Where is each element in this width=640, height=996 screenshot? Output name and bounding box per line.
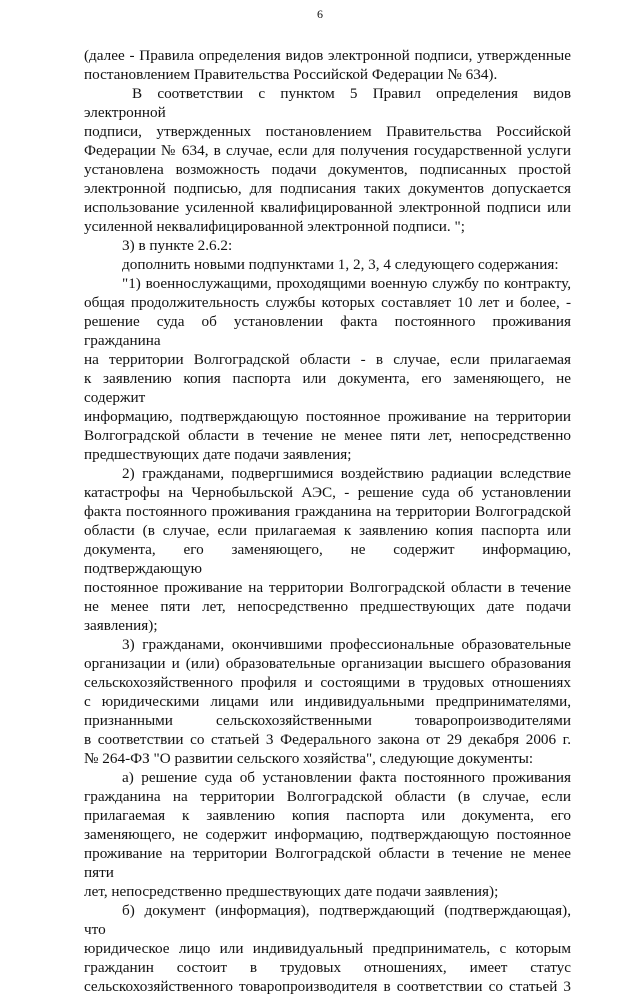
text-line: общая продолжительность службы которых составляет 10 лет и более, - — [84, 294, 571, 311]
text-line: проживание на территории Волгоградской области в течение не менее пяти — [84, 845, 571, 881]
text-line: документа, его заменяющего, не содержит информацию, подтверждающую — [84, 541, 571, 577]
text-line: сельскохозяйственного профиля и состоящими в трудовых отношениях — [84, 674, 571, 691]
text-line: Волгоградской области в течение не менее пяти лет, непосредственно — [84, 427, 571, 444]
text-line: прилагаемая к заявлению копия паспорта или документа, его — [84, 807, 571, 824]
text-line: б) документ (информация), подтверждающий (подтверждающая), что — [84, 902, 571, 938]
text-line: В соответствии с пунктом 5 Правил определения видов электронной — [84, 85, 571, 121]
text-line: не менее пяти лет, непосредственно предшествующих дате подачи — [84, 598, 571, 615]
text-line: признанными сельскохозяйственными товаропроизводителями — [84, 712, 571, 729]
text-line: подписи, утвержденных постановлением Правительства Российской — [84, 123, 571, 140]
text-line: установлена возможность подачи документов, подписанных простой — [84, 161, 571, 178]
text-line: решение суда об установлении факта постоянного проживания гражданина — [84, 313, 571, 349]
text-line: Федерации № 634, в случае, если для получения государственной услуги — [84, 142, 571, 159]
text-line: в соответствии со статьей 3 Федерального закона от 29 декабря 2006 г. — [84, 731, 571, 748]
text-line: электронной подписью, для подписания таких документов допускается — [84, 180, 571, 197]
text-line: организации и (или) образовательные организации высшего образования — [84, 655, 571, 672]
text-line: факта постоянного проживания гражданина на территории Волгоградской — [84, 503, 571, 520]
text-line: области (в случае, если прилагаемая к заявлению копия паспорта или — [84, 522, 571, 539]
document-body — [84, 46, 571, 996]
text-line: лет, непосредственно предшествующих дате подачи заявления); — [84, 883, 499, 900]
text-line: постоянное проживание на территории Волгоградской области в течение — [84, 579, 571, 596]
text-line: 2) гражданами, подвергшимися воздействию радиации вследствие — [122, 465, 571, 482]
text-line: к заявлению копия паспорта или документа, его заменяющего, не содержит — [84, 370, 571, 406]
text-line: юридическое лицо или индивидуальный предприниматель, с которым — [84, 940, 571, 957]
text-line: с юридическими лицами или индивидуальными предпринимателями, — [84, 693, 571, 710]
text-line: № 264-ФЗ "О развитии сельского хозяйства", следующие документы: — [84, 750, 534, 767]
text-line: сельскохозяйственного товаропроизводителя в соответствии со статьей 3 — [84, 978, 571, 995]
text-line: использование усиленной квалифицированной электронной подписи или — [84, 199, 571, 216]
text-line: информацию, подтверждающую постоянное проживание на территории — [84, 408, 571, 425]
page-number: 6 — [317, 7, 323, 21]
text-line: 3) в пункте 2.6.2: — [122, 237, 233, 254]
text-line: постановлением Правительства Российской Федерации № 634). — [84, 66, 498, 83]
text-line: а) решение суда об установлении факта постоянного проживания — [122, 769, 571, 786]
text-line: катастрофы на Чернобыльской АЭС, - решение суда об установлении — [84, 484, 571, 501]
text-line: заявления); — [84, 617, 158, 634]
text-line: заменяющего, не содержит информацию, подтверждающую постоянное — [84, 826, 571, 843]
text-line: гражданин состоит в трудовых отношениях, имеет статус — [84, 959, 571, 976]
text-line: предшествующих дате подачи заявления; — [84, 446, 352, 463]
text-line: дополнить новыми подпунктами 1, 2, 3, 4 следующего содержания: — [122, 256, 559, 273]
text-line: на территории Волгоградской области - в случае, если прилагаемая — [84, 351, 571, 368]
text-line: 3) гражданами, окончившими профессиональные образовательные — [122, 636, 571, 653]
text-line: усиленной неквалифицированной электронной подписи. "; — [84, 218, 465, 235]
text-line: (далее - Правила определения видов электронной подписи, утвержденные — [84, 47, 571, 64]
text-line: "1) военнослужащими, проходящими военную службу по контракту, — [122, 275, 571, 292]
text-line: гражданина на территории Волгоградской области (в случае, если — [84, 788, 571, 805]
